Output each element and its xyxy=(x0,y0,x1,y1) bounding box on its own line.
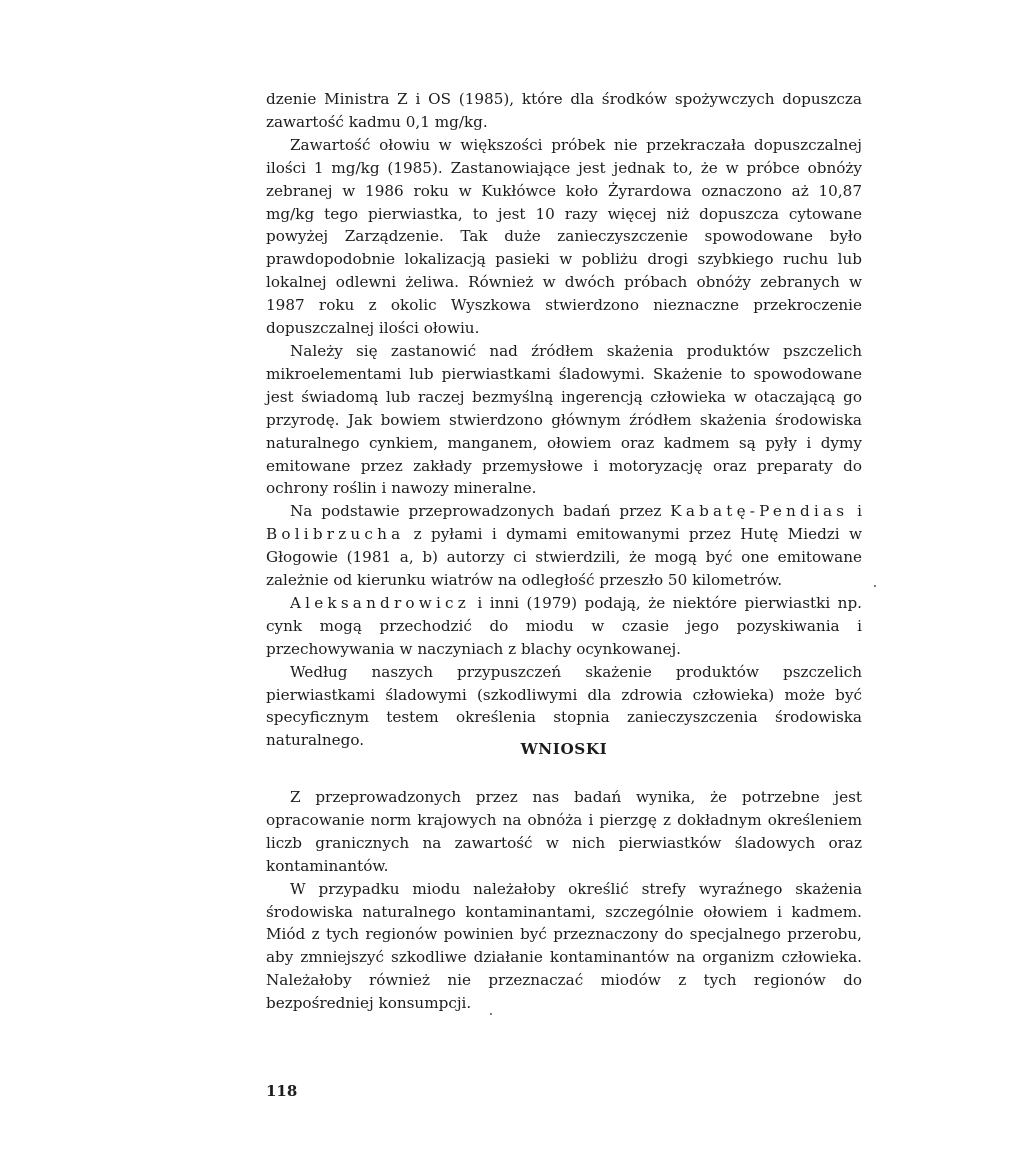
paragraph-honey-zones: W przypadku miodu należałoby określić strefy wyraźnego skażenia środowiska naturalnego kontaminantami, szczególnie ołowiem i kadmem. Miód z tych regionów powinien być przeznaczony do specjalnego przerobu, aby zmniejszyć szkodliwe działanie kontaminantów na organizm człowieka. Należałoby również nie przeznaczać miodów z tych regionów do bezpośredniej konsumpcji. xyxy=(266,879,862,1013)
section-heading: WNIOSKI xyxy=(520,740,608,758)
author-joiner: i xyxy=(848,502,863,521)
body-text-top xyxy=(266,88,862,752)
author-name: Bolibrzucha xyxy=(266,525,405,544)
paragraph-continuation: dzenie Ministra Z i OS (1985), które dla środków spożywczych dopuszcza zawartość kadmu 0,1 mg/kg. xyxy=(266,90,862,131)
paragraph-contamination-source: Należy się zastanowić nad źródłem skażenia produktów pszczelich mikroelementami lub pierwiastkami śladowymi. Skażenie to spowodowane jest świadomą lub raczej bezmyślną ingerencją człowieka w otaczającą go przyrodę. Jak bowiem stwierdzono głównym źródłem skażenia środowiska naturalnego cynkiem, manganem, ołowiem oraz kadmem są pyły i dymy emitowane przez zakłady przemysłowe i motoryzację oraz preparaty do ochrony roślin i nawozy mineralne. xyxy=(266,341,862,498)
author-name: Kabatę-Pendias xyxy=(670,502,849,521)
paragraph-rest-text: i inni (1979) podają, że niektóre pierwiastki np. cynk mogą przechodzić do miodu w czasie jego pozyskiwania i przechowywania w naczyniach z blachy ocynkowanej. xyxy=(266,593,862,658)
paragraph-norms: Z przeprowadzonych przez nas badań wynika, że potrzebne jest opracowanie norm krajowych na obnóża i pierzgę z dokładnym określeniem liczb granicznych na zawartość w nich pierwiastków śladowych oraz kontaminantów. xyxy=(266,788,862,875)
body-text-conclusions xyxy=(266,786,862,1015)
paragraph-specific-test: Według naszych przypuszczeń skażenie produktów pszczelich pierwiastkami śladowymi (szkodliwymi dla zdrowia człowieka) może być specyficznym testem określenia stopnia zanieczyszczenia środowiska naturalnego. xyxy=(266,662,862,750)
paragraph-rest-text: z pyłami i dymami emitowanymi przez Hutę Miedzi w Głogowie (1981 a, b) autorzy ci stwierdzili, że mogą być one emitowane zależnie od kierunku wiatrów na odległość przeszło 50 kilometrów. xyxy=(266,525,862,590)
author-name: Aleksandrowicz xyxy=(290,593,470,612)
paragraph-lead-text: Na podstawie przeprowadzonych badań przez xyxy=(290,502,671,521)
paragraph-zinc-honey xyxy=(266,592,862,661)
page-number: 118 xyxy=(266,1082,298,1100)
paragraph-glogow-study xyxy=(266,500,862,592)
scan-speck xyxy=(490,1013,492,1015)
paragraph-lead-content: Zawartość ołowiu w większości próbek nie przekraczała dopuszczalnej ilości 1 mg/kg (1985). Zastanowiające jest jednak to, że w próbce obnóży zebranej w 1986 roku w Kukłówce koło Żyrardowa oznaczono aż 10,87 mg/kg tego pierwiastka, to jest 10 razy więcej niż dopuszcza cytowane powyżej Zarządzenie. Tak duże zanieczyszczenie spowodowane było prawdopodobnie lokalizacją pasieki w pobliżu drogi szybkiego ruchu lub lokalnej odlewni żeliwa. Również w dwóch próbach obnóży zebranych w 1987 roku z okolic Wyszkowa stwierdzono nieznaczne przekroczenie dopuszczalnej ilości ołowiu. xyxy=(266,135,862,338)
scan-speck xyxy=(874,585,876,587)
